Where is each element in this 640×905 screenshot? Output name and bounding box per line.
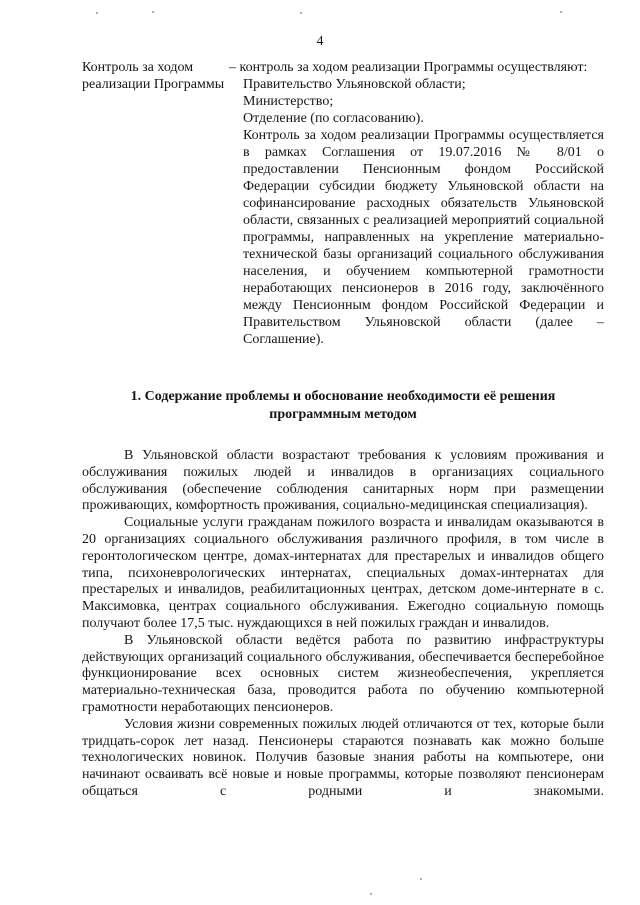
passport-row-label: Контроль за ходом реализации Программы	[82, 60, 225, 92]
page-number: 4	[316, 34, 324, 49]
control-intro: – контроль за ходом реализации Программы осуществляют:	[229, 60, 588, 75]
section-heading	[82, 388, 604, 424]
control-agreement-details: Контроль за ходом реализации Программы осуществляется в рамках Соглашения от 19.07.2016 № 8/01 о предоставлении Пенсионным фондом Российской Федерации субсидии бюджету Ульяновской области на софинансирование расходных обязательств Ульяновской области, связанных с реализацией мероприятий социальной программы, направленных на укрепление материально-технической базы организаций социального обслуживания населения, и обучением компьютерной грамотности неработающих пенсионеров в 2016 году, заключённого между Пенсионным фондом Российской Федерации и Правительством Ульяновской области (далее – Соглашение).	[243, 128, 604, 347]
section-heading-line-1: 1. Содержание проблемы и обоснование необходимости её решения	[130, 389, 556, 404]
controller-department: Отделение (по согласованию).	[243, 111, 424, 126]
paragraph: В Ульяновской области возрастают требования к условиям проживания и обслуживания пожилых людей и инвалидов в организациях социального обслуживания (обеспечение соблюдения санитарных норм при размещении проживающих, комфортность проживания, социально-медицинская специализация).	[82, 448, 604, 514]
paragraph: Социальные услуги гражданам пожилого возраста и инвалидам оказываются в 20 организациях социального обслуживания различного профиля, в том числе в геронтологическом центре, домах-интернатах для престарелых и инвалидов общего типа, психоневрологических интернатах, специальных домах-интернатах для престарелых и инвалидов, реабилитационных центрах, детском доме-интернате в с. Максимовка, центрах социального обслуживания. Ежегодно социальную помощь получают более 17,5 тыс. нуждающихся в ней пожилых граждан и инвалидов.	[82, 515, 604, 631]
passport-row-content	[229, 59, 604, 348]
scan-speck	[96, 12, 98, 14]
scan-speck	[152, 11, 154, 13]
controller-ministry: Министерство;	[243, 94, 334, 109]
scan-speck	[370, 893, 372, 895]
paragraph: Условия жизни современных пожилых людей отличаются от тех, которые были тридцать-сорок лет назад. Пенсионеры стараются познавать как можно больше технологических новинок. Получив базовые знания работы на компьютере, они начинают осваивать всё новые и новые программы, которые позволяют пенсионерам общаться с родными и знакомыми.	[82, 716, 604, 799]
scan-speck	[560, 11, 562, 13]
section-body	[82, 448, 604, 801]
scan-speck	[300, 12, 302, 14]
controller-government: Правительство Ульяновской области;	[243, 77, 466, 92]
scan-speck	[420, 878, 422, 880]
section-heading-line-2: программным методом	[269, 407, 417, 422]
paragraph: В Ульяновской области ведётся работа по развитию инфраструктуры действующих организаций социального обслуживания, обеспечивается бесперебойное функционирование всех основных систем жизнеобеспечения, укрепляется материально-техническая база, проводится работа по обучению компьютерной грамотности неработающих пенсионеров.	[82, 632, 604, 715]
